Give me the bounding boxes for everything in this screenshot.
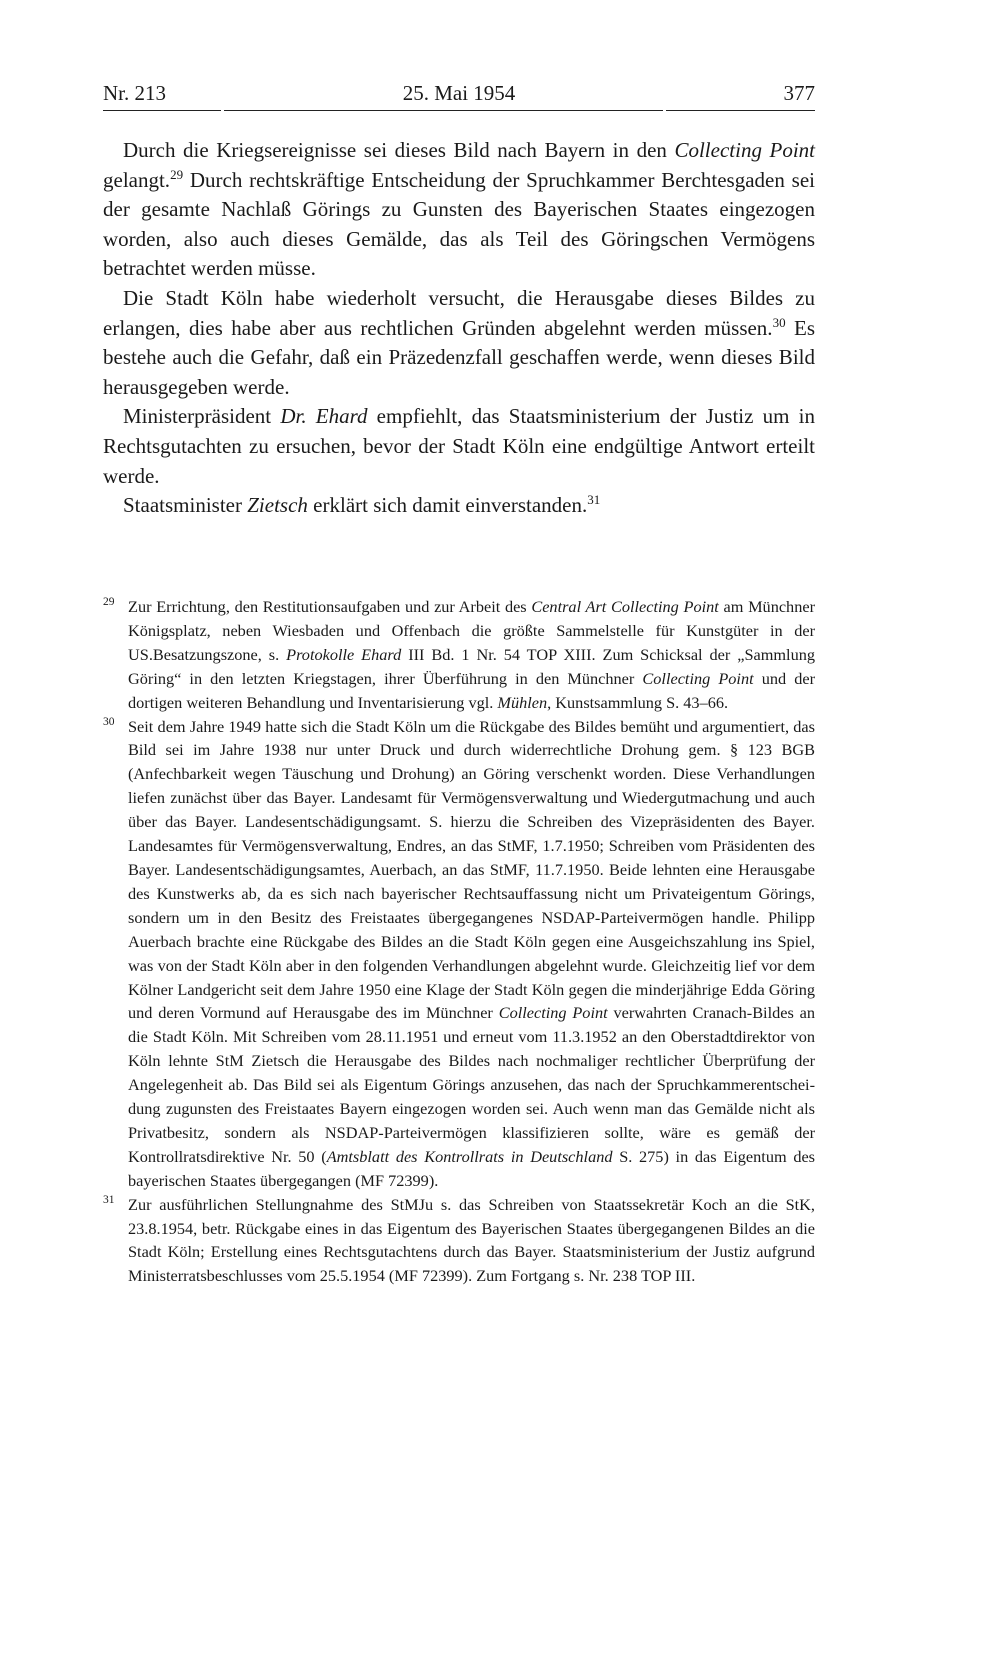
footnote-text <box>128 1195 815 1286</box>
page-number: 377 <box>783 81 815 105</box>
footnote-text <box>128 597 815 712</box>
footnote <box>103 595 815 715</box>
text-run: , Kunstsammlung S. 43–66. <box>547 692 729 712</box>
text-run: gelangt. <box>103 167 171 192</box>
header-date: 25. Mai 1954 <box>402 81 516 105</box>
paragraph <box>103 136 815 284</box>
text-run: empfiehlt, das Staatsministerium der Justiz um in Rechtsgutachten zu ersuchen, bevor der Stadt Köln eine endgültige Antwort erteilt werde. <box>103 404 815 488</box>
header-rule-gap <box>221 108 224 112</box>
text-run: Es bestehe auch die Gefahr, daß ein Präzedenzfall geschaffen werde, wenn dieses Bild herausgegeben werde. <box>103 315 816 399</box>
footnote-number: 31 <box>103 1193 115 1206</box>
italic-text: Mühlen <box>497 692 548 712</box>
italic-text: Collecting Point <box>642 668 754 688</box>
footnote-number: 30 <box>103 715 115 728</box>
text-run: S. 275) in das Eigentum des bayerischen Staates übergegangen (MF 72399). <box>128 1146 816 1190</box>
text-run: Staatsminister <box>123 493 248 518</box>
text-run: Seit dem Jahre 1949 hatte sich die Stadt Köln um die Rückgabe des Bildes bemüht und argumentiert, das Bild sei im Jahre 1938 nur unter Druck und durch widerrechtliche Drohung gem. § 123 BGB (Anfechbarkeit wegen Täuschung und Drohung) an Göring verschenkt worden. Diese Verhandlungen liefen zunächst über das Bayer. Landesamt für Vermögensverwaltung und Wiedergutmachung und auch über das Bayer. Landesentschädigungsamt. S. hierzu die Schreiben des Vizepräsidenten des Bayer. Landesamtes für Vermögensverwaltung, Endres, an das StMF, 1.7.1950; Schreiben vom Präsidenten des Bayer. Landesentschädigungsamtes, Auerbach, an das StMF, 11.7.1950. Beide lehnten eine Herausgabe des Kunstwerks ab, da es sich nach bayerischer Rechtsauffassung nicht um Privateigentum Görings, sondern um in den Besitz des Freistaates übergegangenes NSDAP-Parteivermögen handle. Philipp Auerbach brachte eine Rückgabe des Bildes an die Stadt Köln gegen eine Ausgeichszahlung ins Spiel, was von der Stadt Köln aber in den folgenden Verhandlungen abgelehnt wurde. Gleichzeitig lief vor dem Kölner Landgericht seit dem Jahre 1950 eine Klage der Stadt Köln gegen die minderjährige Edda Göring und deren Vormund auf Herausgabe des im Münchner <box>128 716 815 1023</box>
main-text <box>103 136 815 521</box>
text-run: und der dortigen weiteren Behandlung und Inventarisierung vgl. <box>128 668 815 712</box>
text-run: erklärt sich damit einverstanden. <box>307 493 588 518</box>
text-run: Zur Errichtung, den Restitutionsaufgaben und zur Arbeit des <box>128 597 532 616</box>
footnote-reference[interactable]: 29 <box>170 166 184 182</box>
footnote-text <box>128 717 815 1190</box>
footnotes <box>103 595 815 1288</box>
text-run: III Bd. 1 Nr. 54 TOP XIII. Zum Schicksal der „Sammlung Göring“ in den letzten Kriegstagen, ihrer Überführung in den Münchner <box>128 644 816 688</box>
italic-text: Amtsblatt des Kontrollrats in Deutschland <box>326 1146 613 1166</box>
italic-text: Collecting Point <box>674 138 815 162</box>
footnote <box>103 1193 815 1289</box>
italic-text: Dr. Ehard <box>280 404 368 429</box>
footnote-reference[interactable]: 30 <box>772 314 786 330</box>
footnote-number: 29 <box>103 596 115 608</box>
text-run: Durch rechtskräftige Entscheidung der Spruchkammer Berchtesgaden sei der gesamte Nachlaß Görings zu Gunsten des Bayerischen Staates eingezogen worden, also auch dieses Gemälde, das als Teil des Göringschen Vermögens betrachtet werden müsse. <box>103 167 815 281</box>
text-run: Zur ausführlichen Stellungnahme des StMJu s. das Schreiben von Staatssekretär Koch an die StK, 23.8.1954, betr. Rückgabe eines in das Eigentum des Bayerischen Staates übergegangenen Bildes an die Stadt Köln; Erstellung eines Rechtsgutachtens durch das Bayer. Staatsministerium der Justiz aufgrund Ministerratsbeschlusses vom 25.5.1954 (MF 72399). Zum Fortgang s. Nr. 238 TOP III. <box>128 1194 815 1286</box>
document-number: Nr. 213 <box>103 81 166 105</box>
footnote-reference[interactable]: 31 <box>587 492 601 508</box>
paragraph <box>103 491 815 521</box>
italic-text: Zietsch <box>247 493 308 518</box>
italic-text: Protokolle Ehard <box>286 644 402 664</box>
running-header <box>103 80 815 111</box>
paragraph <box>103 402 815 491</box>
footnote <box>103 715 815 1193</box>
text-run: Die Stadt Köln habe wiederholt versucht, die Herausgabe dieses Bildes zu erlangen, dies habe aber aus rechtlichen Gründen abgelehnt werden müssen. <box>103 285 815 340</box>
text-run: Ministerpräsident <box>123 404 281 429</box>
text-run: Durch die Kriegsereignisse sei dieses Bild nach Bayern in den <box>123 138 675 162</box>
text-run: am Münchner Königsplatz, neben Wiesbaden und Offenbach die größte Sammelstelle für Kunstgüter in der US.Besatzungszone, s. <box>128 597 815 664</box>
italic-text: Collecting Point <box>498 1003 608 1023</box>
paragraph <box>103 284 815 402</box>
header-rule-gap <box>663 108 666 112</box>
italic-text: Central Art Collecting Point <box>531 597 719 616</box>
text-run: verwahrten Cranach-Bildes an die Stadt Köln. Mit Schreiben vom 28.11.1951 und erneut vom 11.3.1952 an den Oberstadtdirektor von Köln lehnte StM Zietsch die Herausgabe des Bildes nach nochmaliger rechtlicher Überprüfung der Angelegenheit ab. Das Bild sei als Eigentum Görings anzusehen, das nach der Spruchkammerentscheidung zugunsten des Freistaates Bayern eingezogen worden sei. Auch wenn man das Gemälde nicht als Privatbesitz, sondern als NSDAP-Parteivermögen klassifizieren sollte, wäre es gemäß der Kontrollratsdirektive Nr. 50 ( <box>128 1003 816 1166</box>
